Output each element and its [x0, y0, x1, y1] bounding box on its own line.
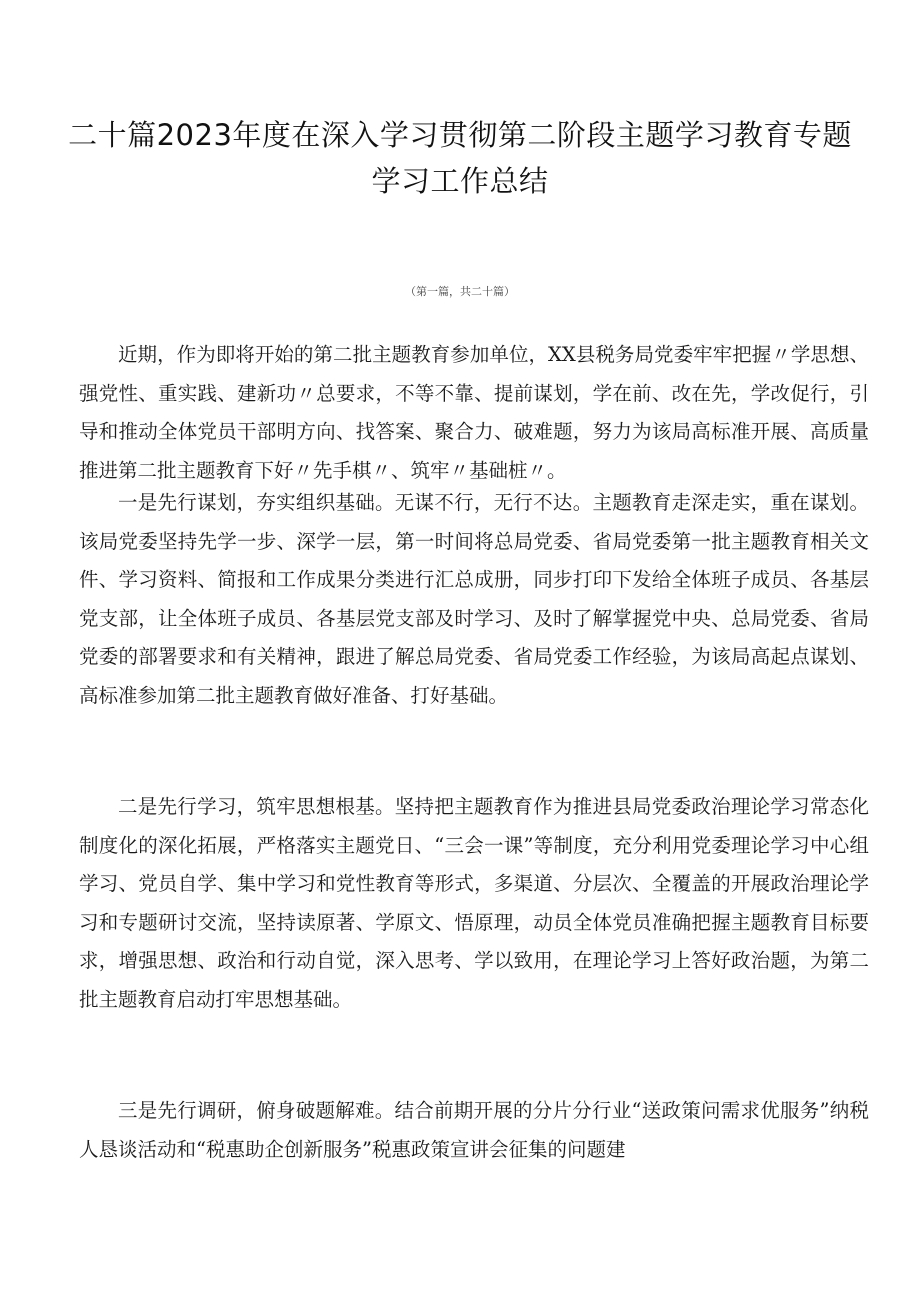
document-subtitle: （第一篇，共二十篇）: [405, 285, 515, 298]
paragraph-third-point: 三是先行调研，俯身破题解难。结合前期开展的分片分行业“送政策问需求优服务”纳税人恳谈活动和“税惠助企创新服务”税惠政策宣讲会征集的问题建: [79, 1099, 869, 1161]
paragraph-intro: 近期，作为即将开始的第二批主题教育参加单位，XX县税务局党委牢牢把握〃学思想、强党性、重实践、建新功〃总要求，不等不靠、提前谋划，学在前、改在先，学改促行，引导和推动全体党员干部明方向、找答案、聚合力、破难题，努力为该局高标准开展、高质量推进第二批主题教育下好〃先手棋〃、筑牢〃基础桩〃。: [79, 343, 869, 482]
paragraph-first-point: 一是先行谋划，夯实组织基础。无谋不行，无行不达。主题教育走深走实，重在谋划。该局党委坚持先学一步、深学一层，第一时间将总局党委、省局党委第一批主题教育相关文件、学习资料、简报和工作成果分类进行汇总成册，同步打印下发给全体班子成员、各基层党支部，让全体班子成员、各基层党支部及时学习、及时了解掌握党中央、总局党委、省局党委的部署要求和有关精神，跟进了解总局党委、省局党委工作经验，为该局高起点谋划、高标准参加第二批主题教育做好准备、打好基础。: [79, 491, 869, 707]
document-title: 二十篇2023年度在深入学习贯彻第二阶段主题学习教育专题学习工作总结: [68, 118, 852, 198]
paragraph-second-point: 二是先行学习，筑牢思想根基。坚持把主题教育作为推进县局党委政治理论学习常态化制度化的深化拓展，严格落实主题党日、“三会一课”等制度，充分利用党委理论学习中心组学习、党员自学、集中学习和党性教育等形式，多渠道、分层次、全覆盖的开展政治理论学习和专题研讨交流，坚持读原著、学原文、悟原理，动员全体党员准确把握主题教育目标要求，增强思想、政治和行动自觉，深入思考、学以致用，在理论学习上答好政治题，为第二批主题教育启动打牢思想基础。: [79, 795, 869, 1011]
